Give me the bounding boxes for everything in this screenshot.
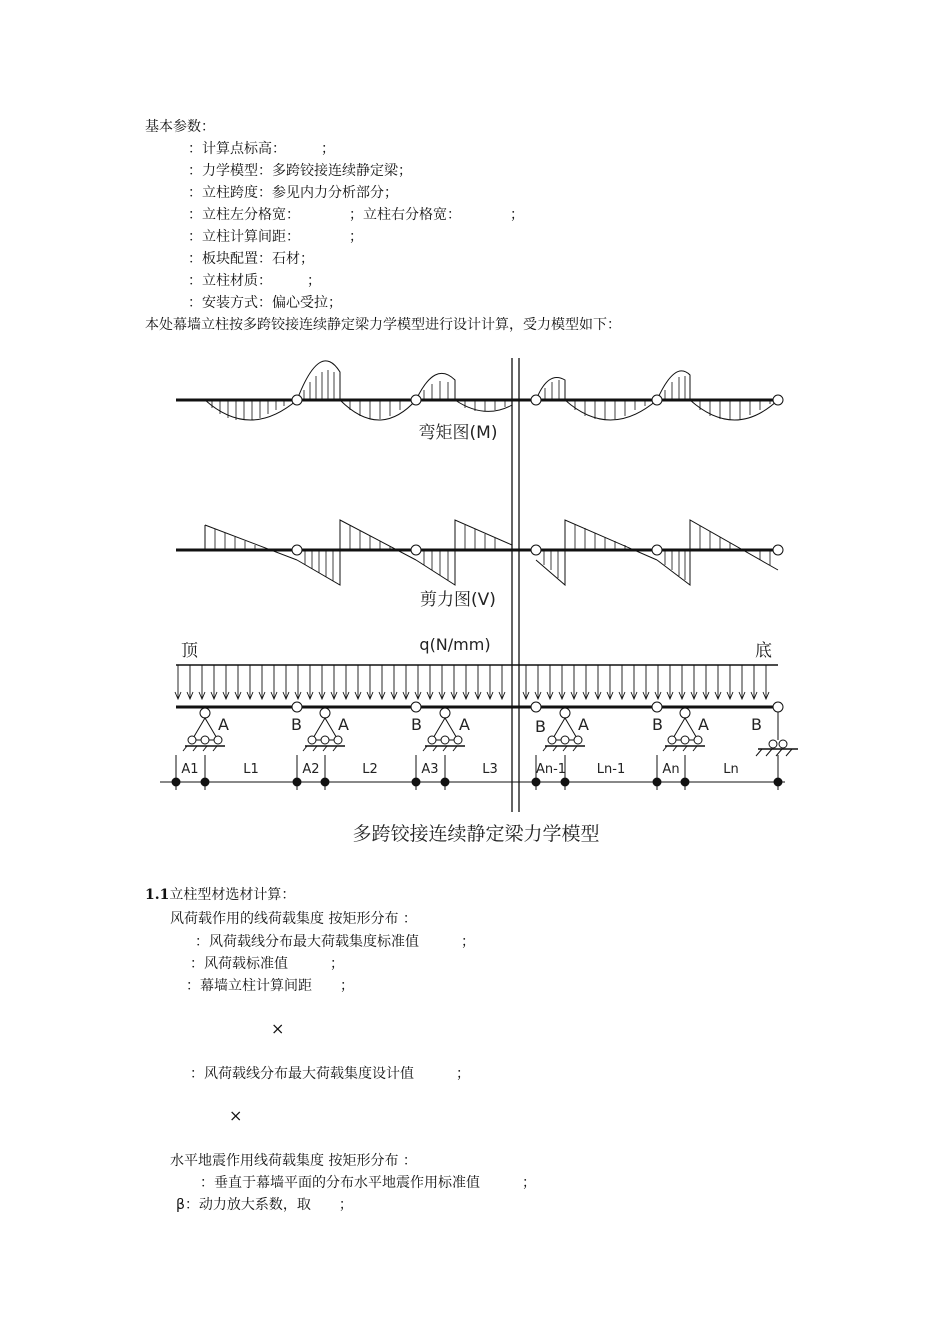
shear-diagram xyxy=(176,520,783,585)
load-label: q(N/mm) xyxy=(419,635,491,654)
support-b-2: B xyxy=(411,715,422,734)
beta-symbol: β xyxy=(176,1197,185,1213)
dim-l1: L1 xyxy=(243,762,259,777)
param-elevation: ：计算点标高： ； xyxy=(188,141,335,157)
dim-a3: A3 xyxy=(421,762,439,777)
model-intro: 本处幕墙立柱按多跨铰接连续静定梁力学模型进行设计计算，受力模型如下： xyxy=(145,317,621,333)
wind-item-spacing: ：幕墙立柱计算间距 ； xyxy=(186,978,354,994)
dim-l3: L3 xyxy=(482,762,498,777)
moment-label: 弯矩图(M) xyxy=(418,423,498,443)
section-title: 立柱型材选材计算： xyxy=(169,887,296,903)
param-spacing: ：立柱计算间距： ； xyxy=(188,229,363,245)
dim-l2: L2 xyxy=(362,762,378,777)
times-symbol-2: × xyxy=(229,1106,243,1125)
break-lines xyxy=(512,358,519,812)
support-a-5: A xyxy=(698,715,709,734)
params-heading: 基本参数： xyxy=(145,119,215,135)
dim-ln-1: Ln-1 xyxy=(596,762,626,777)
dim-an: An xyxy=(662,762,680,777)
distributed-load xyxy=(175,665,778,699)
param-panel: ：板块配置：石材； xyxy=(188,251,314,267)
top-label: 顶 xyxy=(181,641,198,661)
support-b-5: B xyxy=(751,715,762,734)
seismic-item-standard: ：垂直于幕墙平面的分布水平地震作用标准值 ； xyxy=(200,1175,536,1191)
seismic-title: 水平地震作用线荷载集度 按矩形分布 ： xyxy=(170,1153,417,1169)
diagram-title: 多跨铰接连续静定梁力学模型 xyxy=(352,823,600,845)
dim-a2: A2 xyxy=(302,762,320,777)
support-b-3: B xyxy=(535,717,546,736)
section-number: 1.1 xyxy=(145,887,170,903)
support-a-1: A xyxy=(218,715,229,734)
wind-design: ：风荷载线分布最大荷载集度设计值 ； xyxy=(190,1066,470,1082)
dim-a1: A1 xyxy=(181,762,199,777)
beta-line xyxy=(176,1196,353,1214)
wind-item-standard: ：风荷载线分布最大荷载集度标准值 ； xyxy=(195,934,475,950)
wind-item-wk: ：风荷载标准值 ； xyxy=(190,956,344,972)
param-material: ：立柱材质： ； xyxy=(188,273,321,289)
support-a-2: A xyxy=(338,715,349,734)
support-b-1: B xyxy=(291,715,302,734)
beta-text: ：动力放大系数，取 ； xyxy=(184,1197,353,1213)
support-b-4: B xyxy=(652,715,663,734)
beam-model-diagram xyxy=(150,350,800,850)
param-grid-width: ：立柱左分格宽： ；立柱右分格宽： ； xyxy=(188,207,524,223)
support-a-3: A xyxy=(459,715,470,734)
param-span: ：立柱跨度：参见内力分析部分； xyxy=(188,185,398,201)
dim-an-1: An-1 xyxy=(535,762,567,777)
times-symbol-1: × xyxy=(271,1019,285,1038)
param-model: ：力学模型：多跨铰接连续静定梁； xyxy=(188,163,412,179)
section-heading xyxy=(145,886,295,904)
dimension-labels xyxy=(181,762,738,777)
dim-ln: Ln xyxy=(723,762,739,777)
param-install: ：安装方式：偏心受拉； xyxy=(188,295,342,311)
moment-diagram xyxy=(176,361,783,420)
shear-label: 剪力图(V) xyxy=(420,590,496,610)
wind-title: 风荷载作用的线荷载集度 按矩形分布 ： xyxy=(170,911,417,927)
bottom-label: 底 xyxy=(755,641,772,661)
support-a-4: A xyxy=(578,715,589,734)
